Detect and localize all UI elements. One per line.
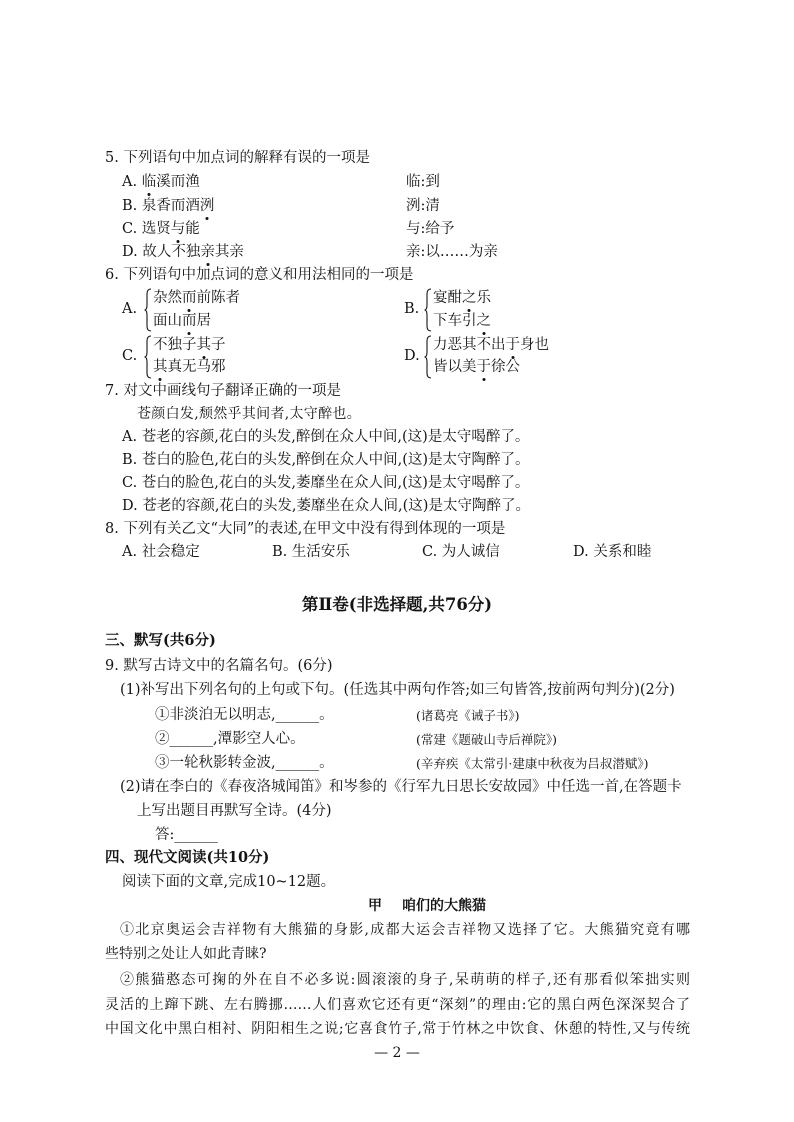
dotted-word: 亲 [200,244,215,260]
option-text: 身也 [520,337,549,353]
option-text: 其亲 [214,244,244,260]
q6-option-b-label: B. [404,301,420,317]
option-text: 下车引 [433,313,477,329]
dotted-word: 其 [153,359,168,375]
option-text: 选贤 [141,221,171,237]
option-label: B. [122,198,142,214]
question-8-stem: 8. 下列有关乙文“大同”的表述,在甲文中没有得到体现的一项是 [105,521,506,537]
option-text: 宴酣 [433,290,462,306]
option-text: 力恶其不出 [433,337,506,353]
dotted-word: 之 [476,313,491,329]
q6-option-d-line-1 [433,335,549,355]
q7-option-d: D. 苍老的容颜,花白的头发,萎靡坐在众人间,(这)是太守陶醉了。 [122,498,530,514]
option-text: 能 [185,221,200,237]
q7-quoted-sentence: 苍颜白发,颓然乎其间者,太守醉也。 [137,406,361,422]
option-text: 泉香而酒 [141,198,200,214]
paragraph-1-line-1: ①北京奥运会吉祥物有大熊猫的身影,成都大运会吉祥物又选择了它。大熊猫究竟有哪 [120,922,690,938]
dotted-word: 而 [182,290,197,306]
question-7-stem: 7. 对文中画线句子翻译正确的一项是 [105,383,341,399]
dotted-word: 临 [141,174,157,190]
paragraph-2-line-3: 中国文化中黑白相衬、阴阳相生之说;它喜食竹子,常于竹林之中饮食、休憩的特性,又与传统 [105,1021,690,1037]
option-text: 不独子 [153,337,197,353]
q9-item-1: ①非淡泊无以明志,______。 [155,707,334,723]
dotted-word: 与 [170,221,186,237]
q9-item-3-source: (辛弃疾《太常引·建康中秋夜为吕叔潜赋》) [416,756,649,771]
option-text: 居 [196,313,211,329]
part-2-title: 第Ⅱ卷(非选择题,共76分) [301,595,493,614]
q6-option-d-line-2 [433,357,520,377]
dotted-word: 其 [196,337,211,353]
question-6-stem: 6. 下列语句中加点词的意义和用法相同的一项是 [105,267,414,283]
article-title: 咱们的大熊猫 [402,898,486,914]
q7-option-a: A. 苍老的容颜,花白的头发,醉倒在众人中间,(这)是太守喝醉了。 [122,429,530,445]
section-3-heading: 三、默写(共6分) [105,632,216,649]
option-text: 乐 [476,290,491,306]
q5-option-b-explanation: 洌:清 [406,198,440,214]
dotted-word: 洌 [199,198,215,214]
q9-part-2-line-2: 上写出题目再默写全诗。(4分) [137,803,332,819]
paragraph-1-line-2: 些特别之处让人如此青睐? [105,946,267,962]
q5-option-d [122,242,244,262]
q6-option-a-line-1 [153,288,240,308]
q6-option-d-label: D. [404,348,420,364]
q5-option-c [122,219,200,239]
q5-option-a [122,172,200,192]
q5-option-c-explanation: 与:给予 [406,221,455,237]
q7-option-b: B. 苍白的脸色,花白的头发,醉倒在众人中间,(这)是太守陶醉了。 [122,452,530,468]
article-label: 甲 [368,898,382,914]
option-label: A. [122,174,142,190]
q5-option-a-explanation: 临:到 [406,174,440,190]
q8-option-d: D. 关系和睦 [573,544,652,560]
option-text: 皆以美 [433,359,477,375]
page-number: — 2 — [374,1045,420,1061]
paragraph-2-line-2: 灵活的上蹿下跳、左右腾挪……人们喜欢它还有更“深刻”的理由:它的黑白两色深深契合了 [105,997,690,1013]
question-5-stem: 5. 下列语句中加点词的解释有误的一项是 [105,150,370,166]
option-text: 真无马邪 [167,359,226,375]
q6-option-c-line-1 [153,335,226,355]
section-4-instruction: 阅读下面的文章,完成10~12题。 [122,874,336,890]
option-text: 子 [211,337,226,353]
q9-answer-line: 答:______ [155,827,218,843]
q6-option-a-label: A. [122,301,138,317]
left-brace-icon [424,288,432,332]
q9-part-1-instruction: (1)补写出下列名句的上句或下句。(任选其中两句作答;如三句皆答,按前两句判分)(2分) [120,682,675,698]
q9-item-1-source: (诸葛亮《诫子书》) [416,708,520,723]
option-text: 溪而渔 [156,174,200,190]
q6-option-c-label: C. [122,348,138,364]
paragraph-2-line-1: ②熊猫憨态可掬的外在自不必多说:圆滚滚的身子,呆萌萌的样子,还有那看似笨拙实则 [120,972,690,988]
option-label: C. [122,221,142,237]
option-text: 徐公 [491,359,520,375]
dotted-word: 于 [476,359,491,375]
q5-option-b [122,196,214,216]
q8-option-c: C. 为人诚信 [422,544,500,560]
q6-option-b-line-1 [433,288,491,308]
option-label: D. [122,244,143,260]
left-brace-icon [144,335,152,379]
left-brace-icon [424,335,432,379]
section-4-heading: 四、现代文阅读(共10分) [105,849,270,866]
q9-item-3: ③一轮秋影转金波,______。 [155,755,334,771]
option-text: 杂然 [153,290,182,306]
option-text: 前陈者 [196,290,240,306]
dotted-word: 之 [462,290,477,306]
option-text: 面山 [153,313,182,329]
q9-item-2-source: (常建《题破山寺后禅院》) [416,732,558,747]
q9-part-2-line-1: (2)请在李白的《春夜洛城闻笛》和岑参的《行军九日思长安故园》中任选一首,在答题卡 [120,779,682,795]
q8-option-b: B. 生活安乐 [272,544,350,560]
q6-option-a-line-2 [153,311,211,331]
q8-option-a: A. 社会稳定 [122,544,200,560]
q6-option-c-line-2 [153,357,226,377]
question-9-stem: 9. 默写古诗文中的名篇名句。(6分) [105,658,333,674]
q5-option-d-explanation: 亲:以……为亲 [406,244,498,260]
q9-item-2: ②______,潭影空人心。 [155,731,305,747]
left-brace-icon [144,288,152,332]
option-text: 故人不独 [142,244,201,260]
dotted-word: 而 [182,313,197,329]
dotted-word: 于 [505,337,520,353]
q7-option-c: C. 苍白的脸色,花白的头发,萎靡坐在众人间,(这)是太守喝醉了。 [122,475,530,491]
q6-option-b-line-2 [433,311,491,331]
